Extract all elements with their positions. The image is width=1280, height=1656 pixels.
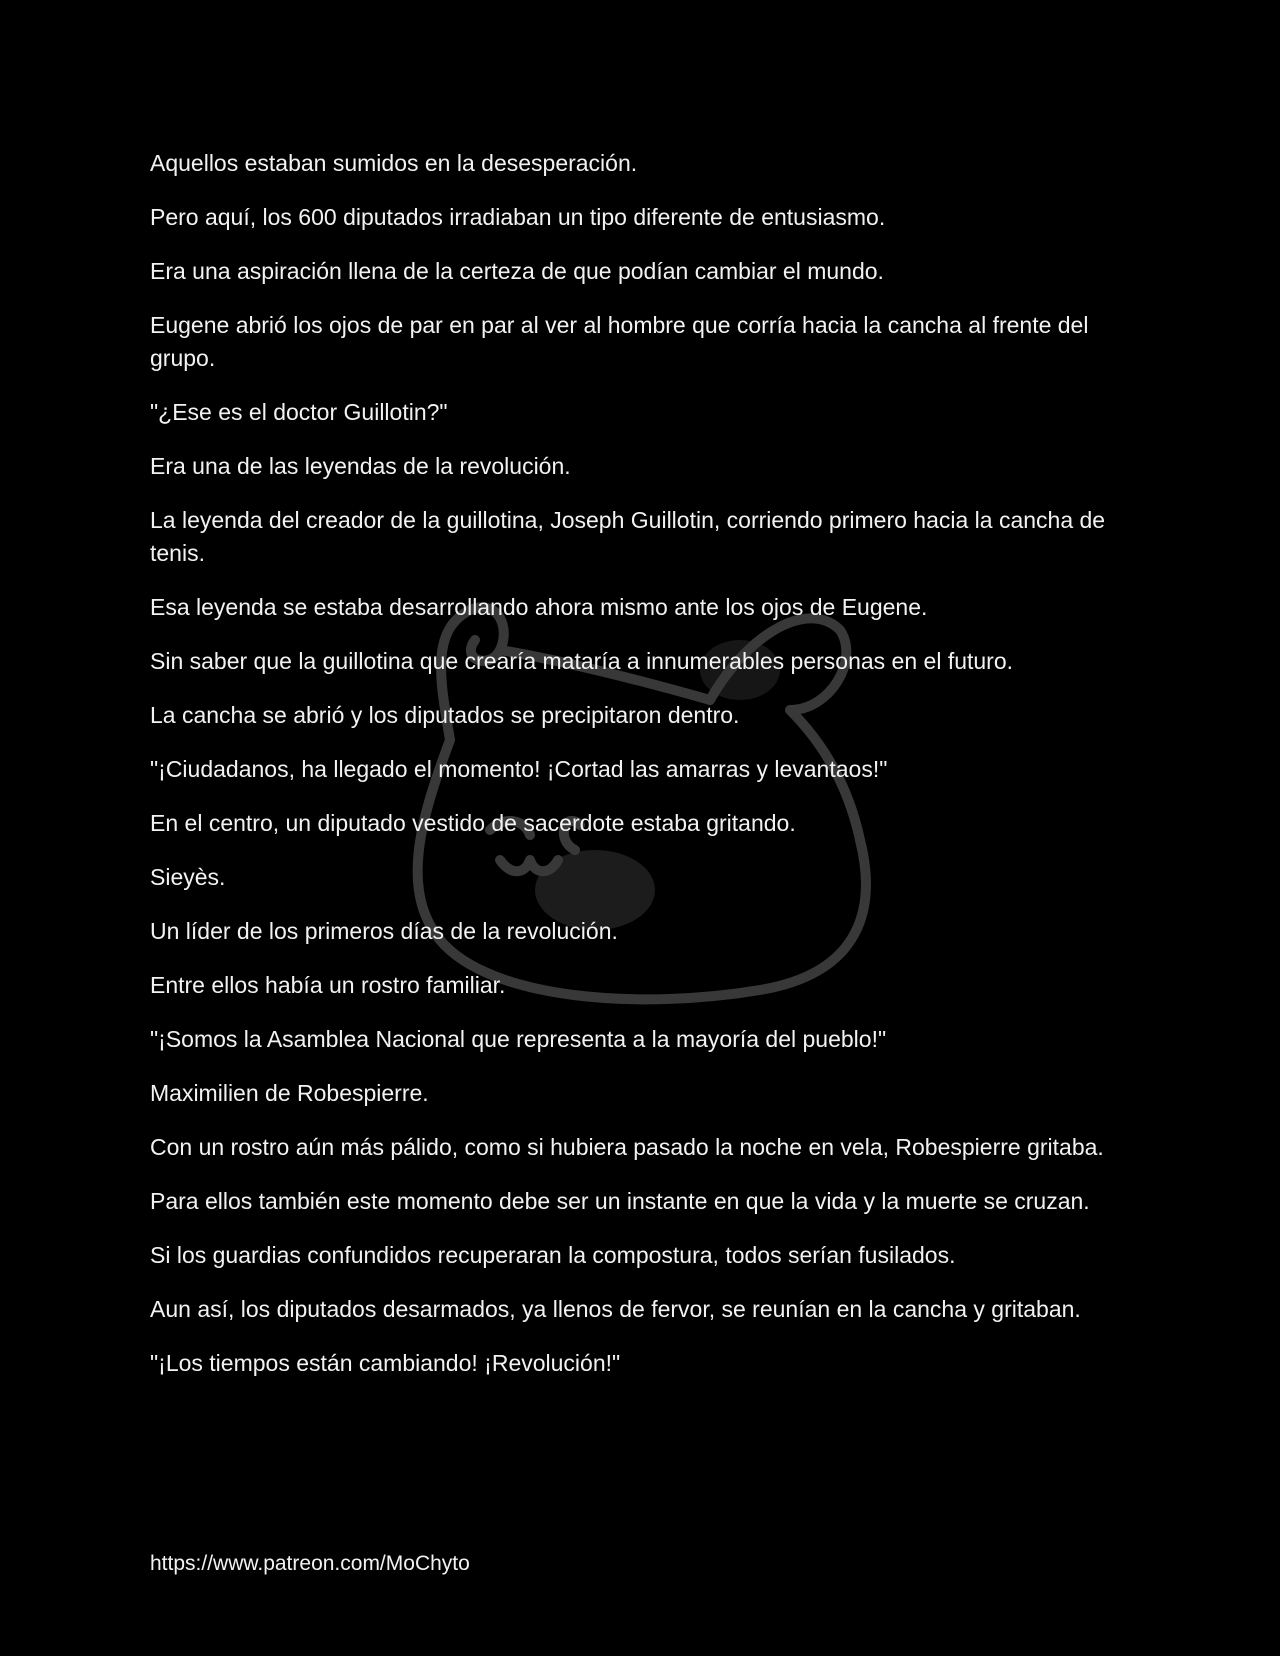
paragraph: Eugene abrió los ojos de par en par al ver al hombre que corría hacia la cancha al frente del grupo.: [150, 312, 1089, 371]
paragraph: Aun así, los diputados desarmados, ya llenos de fervor, se reunían en la cancha y gritaban.: [150, 1296, 1081, 1322]
paragraph: Un líder de los primeros días de la revolución.: [150, 918, 618, 944]
paragraph: Para ellos también este momento debe ser un instante en que la vida y la muerte se cruzan.: [150, 1188, 1090, 1214]
paragraph: La leyenda del creador de la guillotina, Joseph Guillotin, corriendo primero hacia la cancha de tenis.: [150, 507, 1106, 566]
paragraph: Pero aquí, los 600 diputados irradiaban un tipo diferente de entusiasmo.: [150, 204, 886, 230]
patreon-link[interactable]: https://www.patreon.com/MoChyto: [150, 1552, 470, 1575]
paragraph: Maximilien de Robespierre.: [150, 1080, 429, 1106]
paragraph: Esa leyenda se estaba desarrollando ahora mismo ante los ojos de Eugene.: [150, 594, 928, 620]
paragraph: Sieyès.: [150, 864, 226, 890]
paragraph: Era una aspiración llena de la certeza de que podían cambiar el mundo.: [150, 258, 884, 284]
story-text: [150, 147, 1110, 1401]
paragraph: "¿Ese es el doctor Guillotin?": [150, 399, 448, 425]
paragraph: Con un rostro aún más pálido, como si hubiera pasado la noche en vela, Robespierre gritaba.: [150, 1134, 1104, 1160]
paragraph: En el centro, un diputado vestido de sacerdote estaba gritando.: [150, 810, 796, 836]
paragraph: "¡Ciudadanos, ha llegado el momento! ¡Cortad las amarras y levantaos!": [150, 756, 888, 782]
paragraph: "¡Somos la Asamblea Nacional que representa a la mayoría del pueblo!": [150, 1026, 887, 1052]
paragraph: Entre ellos había un rostro familiar.: [150, 972, 506, 998]
paragraph: "¡Los tiempos están cambiando! ¡Revolución!": [150, 1350, 621, 1376]
paragraph: Sin saber que la guillotina que crearía mataría a innumerables personas en el futuro.: [150, 648, 1014, 674]
paragraph: Era una de las leyendas de la revolución.: [150, 453, 571, 479]
paragraph: La cancha se abrió y los diputados se precipitaron dentro.: [150, 702, 740, 728]
paragraph: Si los guardias confundidos recuperaran la compostura, todos serían fusilados.: [150, 1242, 956, 1268]
paragraph: Aquellos estaban sumidos en la desesperación.: [150, 150, 638, 176]
